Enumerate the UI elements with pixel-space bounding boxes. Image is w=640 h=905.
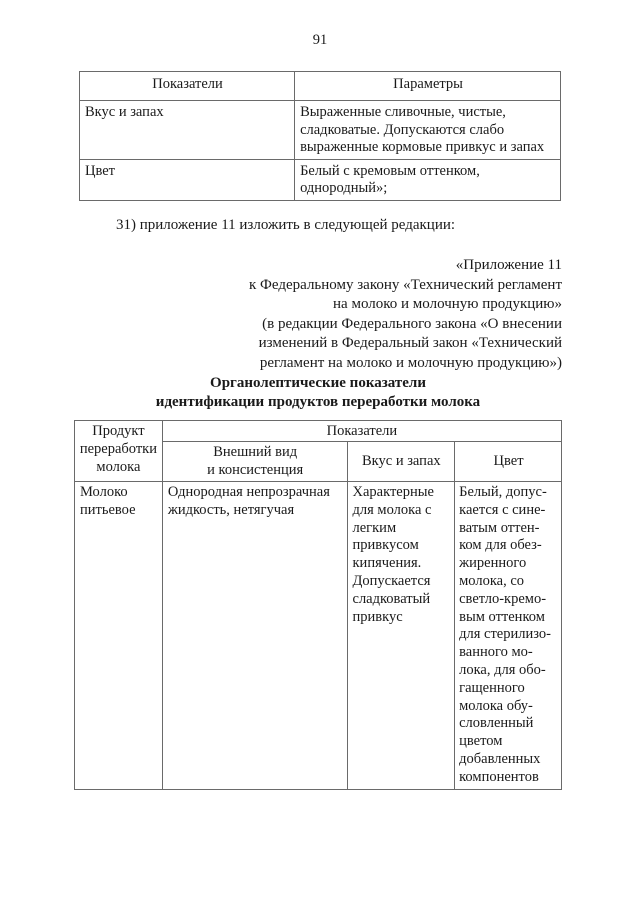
header-appearance: Внешний вид и консистенция <box>162 442 347 482</box>
parameter-cell: Выраженные сливочные, чистые, сладковатые. Допускаются слабо выраженные кормовые привкус и запах <box>295 101 561 160</box>
appendix-header: «Приложение 11 к Федеральному закону «Технический регламент на молоко и молочную продукцию» (в редакции Федерального закона «О внесении изменений в Федеральный закон «Технический регламент на молоко и молочную продукцию») <box>249 257 562 371</box>
table-row <box>80 101 561 160</box>
header-indicators-group: Показатели <box>162 421 561 442</box>
taste-cell: Характерные для молока с легким привкусом кипячения. Допускается сладковатый привкус <box>347 482 455 790</box>
product-cell: Молоко питьевое <box>75 482 163 790</box>
section-title: Органолептические показатели идентификации продуктов переработки молока <box>155 375 481 410</box>
color-cell: Белый, допус- кается с сине- ватым оттен- ком для обез- жиренного молока, со светло-кремо- вым оттенком для стерилизо- ванного мо- лока, для обо- гащенного молока обу- словленный цветом добавленных компонентов <box>455 482 562 790</box>
milk-parameters-table <box>79 71 561 201</box>
indicator-cell: Цвет <box>80 159 295 200</box>
table-header-row <box>75 421 562 442</box>
indicator-cell: Вкус и запах <box>80 101 295 160</box>
header-color: Цвет <box>455 442 562 482</box>
table-row <box>75 482 562 790</box>
header-indicators: Показатели <box>80 72 295 101</box>
page-number: 91 <box>312 32 328 48</box>
parameter-cell: Белый с кремовым оттенком, однородный»; <box>295 159 561 200</box>
table-header-row <box>80 72 561 101</box>
appearance-cell: Однородная непрозрачная жидкость, нетягучая <box>162 482 347 790</box>
header-parameters: Параметры <box>295 72 561 101</box>
organoleptic-table <box>74 420 562 790</box>
header-product: Продукт переработки молока <box>75 421 163 482</box>
amendment-item-31: 31) приложение 11 изложить в следующей редакции: <box>116 217 456 233</box>
header-taste: Вкус и запах <box>347 442 455 482</box>
table-row <box>80 159 561 200</box>
